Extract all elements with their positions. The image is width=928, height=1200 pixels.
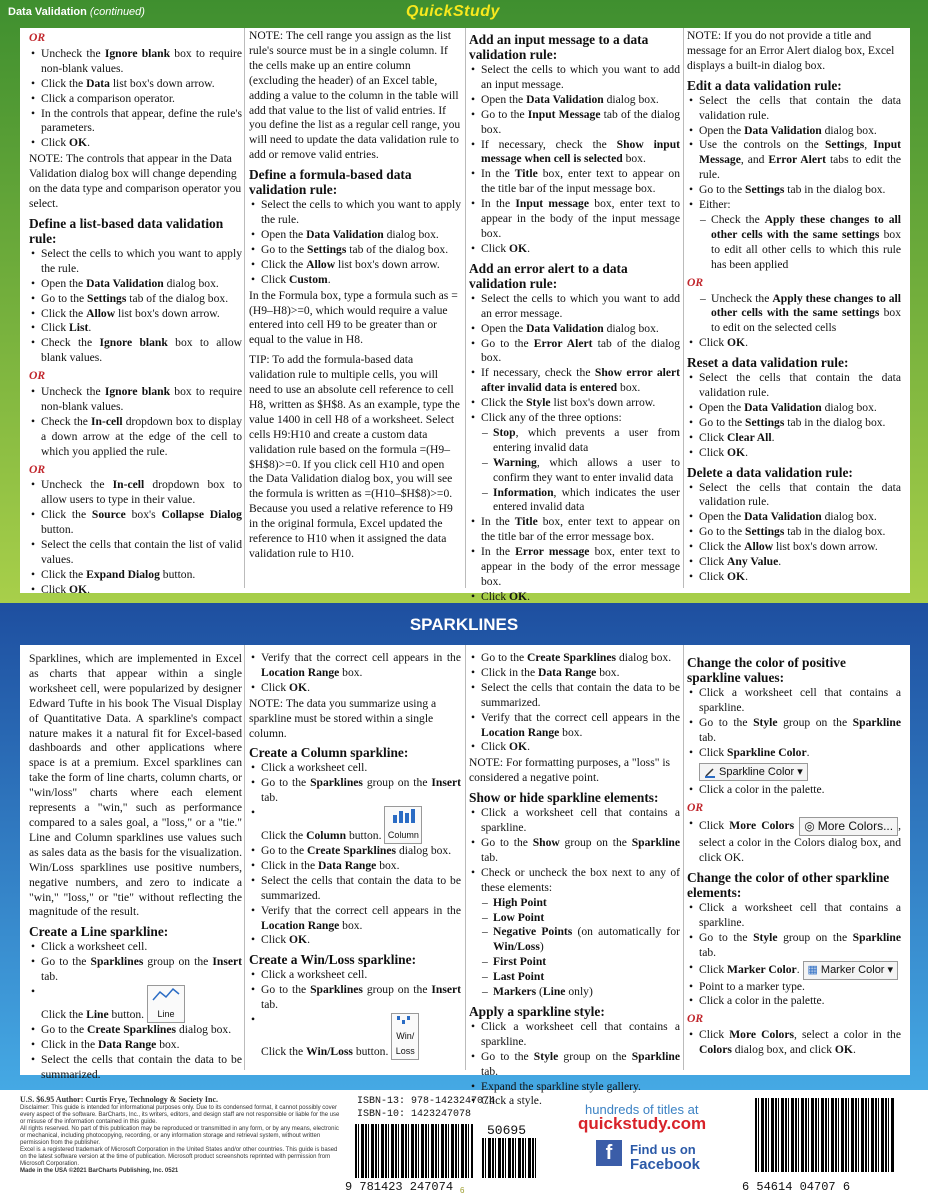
list-item: • Go to the Style group on the Sparkline tab. xyxy=(469,1050,680,1080)
list-item: • Expand the sparkline style gallery. xyxy=(469,1080,680,1095)
list-item: • Click a comparison operator. xyxy=(29,92,242,107)
list-item: • Verify that the correct cell appears in the Location Range box. xyxy=(469,711,680,741)
list-item: • Check the In-cell dropdown box to display a down arrow at the edge of the cell to which you applied the rule. xyxy=(29,415,242,460)
list-item: • Open the Data Validation dialog box. xyxy=(249,228,461,243)
steps-list xyxy=(249,1013,461,1060)
list-item: • Select the cells that contain the data to be summarized. xyxy=(29,1053,242,1083)
list-item: • Click Marker Color. ▦ Marker Color ▾ xyxy=(687,961,901,980)
dv-column-2 xyxy=(249,28,461,563)
steps-list xyxy=(29,247,242,366)
upc-number: 6 54614 04707 6 xyxy=(742,1180,851,1194)
list-item: • Click a color in the palette. xyxy=(687,994,901,1009)
list-item: – Markers (Line only) xyxy=(469,985,680,1000)
list-item: • Click OK. xyxy=(469,242,680,257)
or-label: OR xyxy=(687,801,704,815)
list-item: • Click in the Data Range box. xyxy=(29,1038,242,1053)
heading-other-color: Change the color of other sparkline elements: xyxy=(687,869,890,900)
list-item: • Select the cells that contain the data validation rule. xyxy=(687,371,901,401)
heading-error-alert: Add an error alert to a data validation rule: xyxy=(469,260,628,291)
footer xyxy=(0,1090,928,1200)
list-item: • Go to the Settings tab of the dialog box. xyxy=(29,292,242,307)
list-item: • Click a worksheet cell. xyxy=(249,968,461,983)
heading-column-sparkline: Create a Column sparkline: xyxy=(249,745,409,761)
sparkline-color-row xyxy=(687,763,901,782)
list-item: – Low Point xyxy=(469,911,680,926)
steps-list xyxy=(29,1023,242,1083)
heading-edit-rule: Edit a data validation rule: xyxy=(687,77,842,93)
list-item: • In the Error message box, enter text to appear in the body of the error message box. xyxy=(469,545,680,590)
list-item: • Click a color in the palette. xyxy=(687,783,901,798)
sparklines-title: SPARKLINES xyxy=(409,615,519,634)
steps-list xyxy=(29,478,242,597)
list-item: • Select the cells to which you want to apply the rule. xyxy=(29,247,242,277)
list-item: • Click a worksheet cell that contains a sparkline. xyxy=(469,1020,680,1050)
list-item: • Click the Win/Loss button. Win/ Loss xyxy=(249,1013,461,1060)
steps-list xyxy=(469,651,680,755)
list-item: • Click a worksheet cell. xyxy=(29,940,242,955)
sp-column-1 xyxy=(29,651,242,1082)
list-item: – Last Point xyxy=(469,970,680,985)
find-us-text: Find us on xyxy=(630,1142,696,1157)
options-list xyxy=(687,292,901,337)
steps-list xyxy=(249,651,461,696)
sp-column-3 xyxy=(469,651,680,1109)
or-label: OR xyxy=(29,369,46,383)
formula-paragraph: In the Formula box, type a formula such as =(H9–H8)>=0, which would require a value entered into cell H9 to be greater than or equal to the value in H8. xyxy=(249,288,458,347)
price-code: 50695 xyxy=(487,1123,527,1138)
or-label: OR xyxy=(29,462,46,476)
quickstudy-logo: QuickStudy xyxy=(406,3,500,20)
list-item: – First Point xyxy=(469,955,680,970)
steps-list xyxy=(687,817,901,866)
list-item: • Select the cells that contain the list of valid values. xyxy=(29,538,242,568)
or-label: OR xyxy=(687,1012,704,1026)
intro-paragraph: Sparklines, which are implemented in Excel as charts that appear within a single worksheet cell, were popularized by designer Edward Tufte in his book The Visual Display of Quantitative Data. A sparkline's compact nature makes it a natural fit for Excel-based dashboards and other applications where space is at a premium. Excel sparklines can take the form of line charts, column charts, or "win/loss" charts where each element represents a "win," such as performance compared to a sales goal, a "loss," or a "tie." Line and Column sparklines use values such as sales data as the basis for the visualization. Win/Loss sparklines use positive numbers, negative numbers, and zero to indicate a "win," "loss," or "tie" without reflecting the magnitude of the result. xyxy=(29,652,242,919)
steps-list xyxy=(687,481,901,585)
list-item: • Go to the Create Sparklines dialog box. xyxy=(469,651,680,666)
steps-list xyxy=(469,63,680,257)
marker-icon: ▦ xyxy=(807,963,818,976)
isbn-13: ISBN-13: 978-1423247074 xyxy=(357,1096,496,1107)
heading-reset-rule: Reset a data validation rule: xyxy=(687,355,849,371)
list-item: • Click in the Data Range box. xyxy=(249,859,461,874)
line-sparkline-icon[interactable]: Line xyxy=(147,985,185,1023)
marker-color-button[interactable]: ▦ Marker Color ▾ xyxy=(803,961,899,980)
heading-input-message: Add an input message to a data validation rule: xyxy=(469,32,649,62)
list-item: • Use the controls on the Settings, Input Message, and Error Alert tabs to edit the rule. xyxy=(687,138,901,183)
list-item: • If necessary, check the Show input message when cell is selected box. xyxy=(469,138,680,168)
list-item: • Verify that the correct cell appears in the Location Range box. xyxy=(249,904,461,934)
list-item: – Warning, which allows a user to confirm they want to enter invalid data xyxy=(469,456,680,486)
note: NOTE: The controls that appear in the Data Validation dialog box will change depending on the data type and comparison operator you select. xyxy=(29,152,242,210)
list-item: • Click Custom. xyxy=(249,273,461,288)
list-item: • Go to the Show group on the Sparkline tab. xyxy=(469,836,680,866)
list-item: • Click a worksheet cell. xyxy=(249,761,461,776)
tip: TIP: To add the formula-based data validation rule to multiple cells, you will need to use an absolute cell reference to cell H8, written as $H$8. As an example, type the value 1400 in cell H8 of a worksheet. Select cells H9:H10 and create a custom data validation rule based on the formula =(H9–$H$8)>=0. If you click cell H10 and open the Data Validation dialog box, you will see the formula is written as =(H10–$H$8)>=0. Because you used a relative reference to H9 in the original formula, Excel updated the reference to H10 when it assigned the data validation rule to H10. xyxy=(249,353,460,560)
list-item: • Click OK. xyxy=(249,681,461,696)
list-item: • Click a worksheet cell that contains a sparkline. xyxy=(687,901,901,931)
list-item: • Go to the Settings tab of the dialog box. xyxy=(249,243,461,258)
note: NOTE: The data you summarize using a sparkline must be stored within a single column. xyxy=(249,696,437,740)
list-item: • In the controls that appear, define the rule's parameters. xyxy=(29,107,242,137)
steps-list xyxy=(29,940,242,985)
list-item: • Click the Expand Dialog button. xyxy=(29,568,242,583)
steps-list xyxy=(249,968,461,1013)
palette-icon: ◎ xyxy=(804,819,815,834)
list-item: • Click the Style list box's down arrow. xyxy=(469,396,680,411)
price-barcode xyxy=(482,1138,537,1178)
steps-list xyxy=(687,371,901,460)
list-item: – Negative Points (on automatically for Win/Loss) xyxy=(469,925,680,955)
list-item: • Select the cells to which you want to apply the rule. xyxy=(249,198,461,228)
list-item: • Click Clear All. xyxy=(687,431,901,446)
column-sparkline-icon[interactable]: Column xyxy=(384,806,422,844)
sp-column-4 xyxy=(687,651,901,1058)
note: NOTE: The cell range you assign as the list rule's source must be in a single column. If the cells make up an entire column (excluding the header) of an Excel table, adding a value to the column in the table will add that value to the list of valid entries. If you define the list as a regular cell range, you will need to update the data validation rule to add or remove valid entries. xyxy=(249,29,461,162)
list-item: • Uncheck the In-cell dropdown box to allow users to type in their value. xyxy=(29,478,242,508)
list-item: • Click the Allow list box's down arrow. xyxy=(29,307,242,322)
steps-list xyxy=(687,336,901,351)
list-item: • Click More Colors ◎ More Colors... , select a color in the Colors dialog box, and click OK. xyxy=(687,817,901,866)
page-number: 6 xyxy=(460,1186,465,1195)
list-item: • In the Title box, enter text to appear on the title bar of the error message box. xyxy=(469,515,680,545)
list-item: • Select the cells that contain the data to be summarized. xyxy=(469,681,680,711)
list-item: • Go to the Settings tab in the dialog box. xyxy=(687,416,901,431)
list-item: • Click the Line button. Line xyxy=(29,985,242,1023)
list-item: • Click the Column button. Column xyxy=(249,806,461,844)
list-item: • Uncheck the Ignore blank box to require non-blank values. xyxy=(29,47,242,77)
list-item: – Stop, which prevents a user from entering invalid data xyxy=(469,426,680,456)
isbn-barcode-number: 9 781423 247074 xyxy=(345,1180,454,1194)
list-item: • Open the Data Validation dialog box. xyxy=(687,401,901,416)
list-item: • Click OK. xyxy=(469,590,680,605)
steps-list xyxy=(249,806,461,844)
list-item: • In the Input message box, enter text to appear in the body of the input message box. xyxy=(469,197,680,242)
steps-list xyxy=(29,385,242,460)
list-item: • Go to the Settings tab in the dialog box. xyxy=(687,183,901,198)
steps-list xyxy=(29,985,242,1023)
steps-list xyxy=(469,515,680,604)
sparkline-color-button[interactable]: Sparkline Color ▾ xyxy=(699,763,808,782)
list-item: • Uncheck the Ignore blank box to require non-blank values. xyxy=(29,385,242,415)
or-label: OR xyxy=(687,275,704,289)
list-item: • Click More Colors, select a color in the Colors dialog box, and click OK. xyxy=(687,1028,901,1058)
list-item: • Select the cells to which you want to add an error message. xyxy=(469,292,680,322)
list-item: • Open the Data Validation dialog box. xyxy=(687,510,901,525)
hundreds-text: hundreds of titles at xyxy=(585,1102,699,1117)
options-list xyxy=(469,426,680,515)
steps-list xyxy=(687,94,901,213)
sp-column-2 xyxy=(249,651,461,1060)
list-item: • Open the Data Validation dialog box. xyxy=(29,277,242,292)
list-item: – Information, which indicates the user entered invalid data xyxy=(469,486,680,516)
list-item: • Click a style. xyxy=(469,1094,680,1109)
list-item: • Go to the Style group on the Sparkline tab. xyxy=(687,716,901,746)
steps-list xyxy=(469,292,680,426)
legal-block: U.S. $6.95 Author: Curtis Frye, Technology & Society Inc. Disclaimer: This guide is intended for informational purposes only. Due to its condensed format, it cannot possibly cover every aspect of the software. BarCharts, Inc., its writers, editors, and design staff are not responsible or liable for the use or misuse of the information contained in this guide. All rights reserved. No part of this publication may be reproduced or transmitted in any form, or by any means, electronic or mechanical, including photocopying, recording, or any information storage and retrieval system, without written permission from the publisher. Excel is a registered trademark of Microsoft Corporation in the United States and/or other countries. This guide is based on the latest software version at the time of publication. Microsoft product screenshots reprinted with permission from Microsoft Corporation. Made in the USA ©2021 BarCharts Publishing, Inc. 0521 xyxy=(20,1095,340,1174)
list-item: • Click Sparkline Color. xyxy=(687,746,901,761)
list-item: • Check or uncheck the box next to any of these elements: xyxy=(469,866,680,896)
list-item: • Select the cells to which you want to add an input message. xyxy=(469,63,680,93)
list-item: • Click in the Data Range box. xyxy=(469,666,680,681)
section-header: Data Validation (continued) xyxy=(8,6,145,18)
list-item: • Click the Source box's Collapse Dialog button. xyxy=(29,508,242,538)
list-item: • Point to a marker type. xyxy=(687,980,901,995)
steps-list xyxy=(687,901,901,961)
list-item: – Check the Apply these changes to all other cells with the same settings box to edit all other cells to which this rule has been applied xyxy=(687,213,901,273)
facebook-text[interactable]: Facebook xyxy=(630,1156,701,1173)
heading-list-rule: Define a list-based data validation rule: xyxy=(29,215,224,246)
upc-barcode xyxy=(755,1098,895,1172)
dv-column-1 xyxy=(29,28,242,598)
list-item: • Verify that the correct cell appears in the Location Range box. xyxy=(249,651,461,681)
or-label: OR xyxy=(29,31,46,44)
list-item: • Click OK. xyxy=(29,583,242,598)
list-item: • Click a worksheet cell that contains a sparkline. xyxy=(687,686,901,716)
heading-apply-style: Apply a sparkline style: xyxy=(469,1003,605,1019)
list-item: • Click Any Value. xyxy=(687,555,901,570)
list-item: • Click OK. xyxy=(687,336,901,351)
steps-list xyxy=(687,686,901,761)
list-item: • Select the cells that contain the data to be summarized. xyxy=(249,874,461,904)
list-item: • Open the Data Validation dialog box. xyxy=(469,93,680,108)
list-item: • Open the Data Validation dialog box. xyxy=(469,322,680,337)
list-item: • Select the cells that contain the data validation rule. xyxy=(687,94,901,124)
dv-column-4 xyxy=(687,28,901,585)
list-item: • Go to the Style group on the Sparkline tab. xyxy=(687,931,901,961)
list-item: • In the Title box, enter text to appear on the title bar of the input message box. xyxy=(469,167,680,197)
list-item: • Click any of the three options: xyxy=(469,411,680,426)
list-item: • Go to the Sparklines group on the Insert tab. xyxy=(249,776,461,806)
list-item: • Click the Data list box's down arrow. xyxy=(29,77,242,92)
steps-list xyxy=(687,783,901,798)
list-item: • Either: xyxy=(687,198,901,213)
dv-column-3 xyxy=(469,28,680,605)
isbn-10: ISBN-10: 1423247078 xyxy=(357,1109,472,1120)
quickstudy-link[interactable]: quickstudy.com xyxy=(578,1114,707,1133)
list-item: • Click OK. xyxy=(687,570,901,585)
steps-list xyxy=(687,961,901,980)
steps-list xyxy=(469,806,680,895)
isbn-barcode xyxy=(355,1124,473,1178)
list-item: • Go to the Settings tab in the dialog box. xyxy=(687,525,901,540)
steps-list xyxy=(29,47,242,151)
list-item: • Click OK. xyxy=(249,933,461,948)
heading-winloss-sparkline: Create a Win/Loss sparkline: xyxy=(249,952,417,968)
list-item: • Go to the Sparklines group on the Insert tab. xyxy=(249,983,461,1013)
steps-list xyxy=(249,761,461,806)
list-item: • Go to the Input Message tab of the dialog box. xyxy=(469,108,680,138)
heading-delete-rule: Delete a data validation rule: xyxy=(687,464,853,480)
data-validation-content xyxy=(20,28,910,603)
steps-list xyxy=(249,844,461,948)
list-item: • Click List. xyxy=(29,321,242,336)
heading-formula-rule: Define a formula-based data validation rule: xyxy=(249,167,412,198)
list-item: – High Point xyxy=(469,896,680,911)
facebook-icon[interactable]: f xyxy=(596,1140,622,1166)
steps-list xyxy=(687,1028,901,1058)
list-item: • Go to the Error Alert tab of the dialog box. xyxy=(469,337,680,367)
list-item: – Uncheck the Apply these changes to all other cells with the same settings box to edit on the selected cells xyxy=(687,292,901,337)
heading-show-hide: Show or hide sparkline elements: xyxy=(469,790,659,806)
list-item: • Go to the Create Sparklines dialog box. xyxy=(249,844,461,859)
list-item: • Select the cells that contain the data validation rule. xyxy=(687,481,901,511)
list-item: • Click a worksheet cell that contains a sparkline. xyxy=(469,806,680,836)
list-item: • Click OK. xyxy=(469,740,680,755)
elements-list xyxy=(469,896,680,1000)
list-item: • Go to the Create Sparklines dialog box. xyxy=(29,1023,242,1038)
options-list xyxy=(687,213,901,273)
steps-list xyxy=(249,198,461,287)
list-item: • Click the Allow list box's down arrow. xyxy=(249,258,461,273)
note: NOTE: For formatting purposes, a "loss" is considered a negative point. xyxy=(469,756,671,785)
more-colors-button[interactable]: ◎ More Colors... xyxy=(799,817,898,836)
list-item: • Click the Allow list box's down arrow. xyxy=(687,540,901,555)
note: NOTE: If you do not provide a title and message for an Error Alert dialog box, Excel displays a built-in dialog box. xyxy=(687,29,895,72)
list-item: • Open the Data Validation dialog box. xyxy=(687,124,901,139)
steps-list xyxy=(687,980,901,1010)
list-item: • If necessary, check the Show error alert after invalid data is entered box. xyxy=(469,366,680,396)
list-item: • Click OK. xyxy=(687,446,901,461)
list-item: • Check the Ignore blank box to allow blank values. xyxy=(29,336,242,366)
winloss-sparkline-icon[interactable]: Win/ Loss xyxy=(391,1013,419,1060)
list-item: • Go to the Sparklines group on the Insert tab. xyxy=(29,955,242,985)
list-item: • Click OK. xyxy=(29,136,242,151)
heading-line-sparkline: Create a Line sparkline: xyxy=(29,924,169,940)
heading-positive-color: Change the color of positive sparkline values: xyxy=(687,655,846,685)
